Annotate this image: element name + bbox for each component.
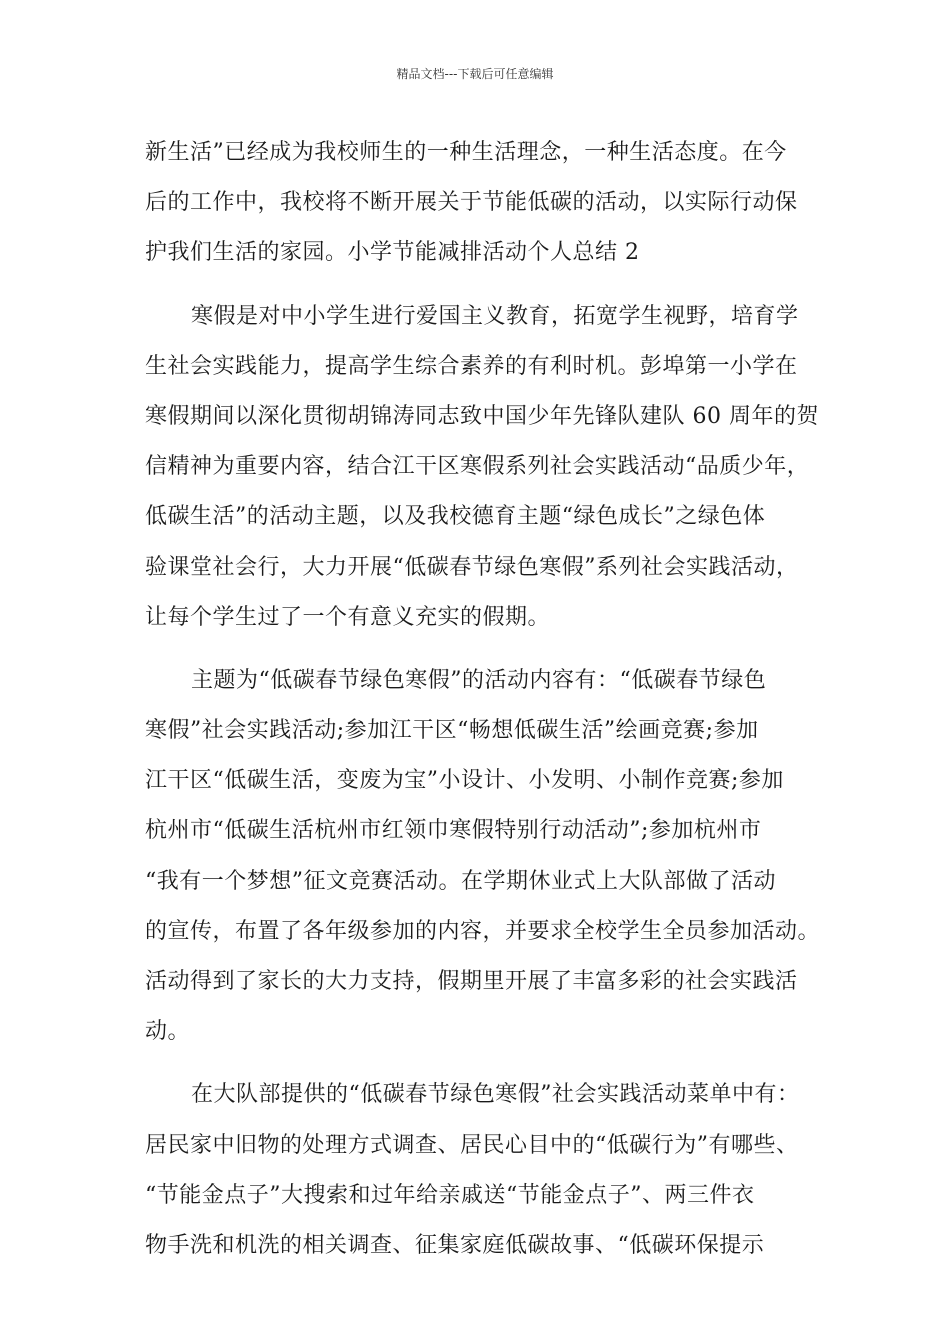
paragraph-2	[145, 292, 825, 643]
text-line: 寒假期间以深化贯彻胡锦涛同志致中国少年先锋队建队 60 周年的贺	[145, 403, 819, 429]
text-line: 寒假”社会实践活动;参加江干区“畅想低碳生活”绘画竞赛;参加	[145, 718, 759, 744]
paragraph-3	[145, 656, 825, 1058]
document-body	[145, 128, 825, 1271]
text-line: 在大队部提供的“低碳春节绿色寒假”社会实践活动菜单中有：	[191, 1082, 800, 1108]
text-line: 让每个学生过了一个有意义充实的假期。	[145, 604, 551, 630]
text-line: 护我们生活的家园。小学节能减排活动个人总结 2	[145, 240, 640, 266]
text-line: 活动得到了家长的大力支持，假期里开展了丰富多彩的社会实践活	[145, 969, 798, 994]
text-line: 动。	[145, 1019, 191, 1045]
text-line: 后的工作中，我校将不断开展关于节能低碳的活动，以实际行动保	[145, 190, 798, 216]
text-line: 生社会实践能力，提高学生综合素养的有利时机。彭埠第一小学在	[145, 353, 798, 379]
text-line: 验课堂社会行，大力开展“低碳春节绿色寒假”系列社会实践活动，	[145, 554, 799, 580]
text-line: 江干区“低碳生活，变废为宝”小设计、小发明、小制作竞赛;参加	[145, 768, 784, 794]
paragraph-4	[145, 1070, 825, 1271]
text-line: “节能金点子”大搜索和过年给亲戚送“节能金点子”、两三件衣	[145, 1182, 755, 1208]
text-line: 信精神为重要内容，结合江干区寒假系列社会实践活动“品质少年，	[145, 454, 810, 480]
text-line: 低碳生活”的活动主题，以及我校德育主题“绿色成长”之绿色体	[145, 504, 766, 530]
text-line: 主题为“低碳春节绿色寒假”的活动内容有：“低碳春节绿色	[191, 667, 767, 693]
page-header: 精品文档---下载后可任意编辑	[396, 67, 554, 81]
text-line: 新生活”已经成为我校师生的一种生活理念，一种生活态度。在今	[145, 140, 787, 165]
text-line: 物手洗和机洗的相关调查、征集家庭低碳故事、“低碳环保提示	[145, 1232, 765, 1258]
text-line: 寒假是对中小学生进行爱国主义教育，拓宽学生视野，培育学	[191, 303, 799, 329]
paragraph-1	[145, 128, 825, 279]
text-line: 杭州市“低碳生活杭州市红领巾寒假特别行动活动”;参加杭州市	[145, 818, 762, 844]
text-line: 的宣传，布置了各年级参加的内容，并要求全校学生全员参加活动。	[145, 918, 821, 944]
text-line: “我有一个梦想”征文竞赛活动。在学期休业式上大队部做了活动	[145, 868, 776, 894]
text-line: 居民家中旧物的处理方式调查、居民心目中的“低碳行为”有哪些、	[145, 1132, 799, 1158]
